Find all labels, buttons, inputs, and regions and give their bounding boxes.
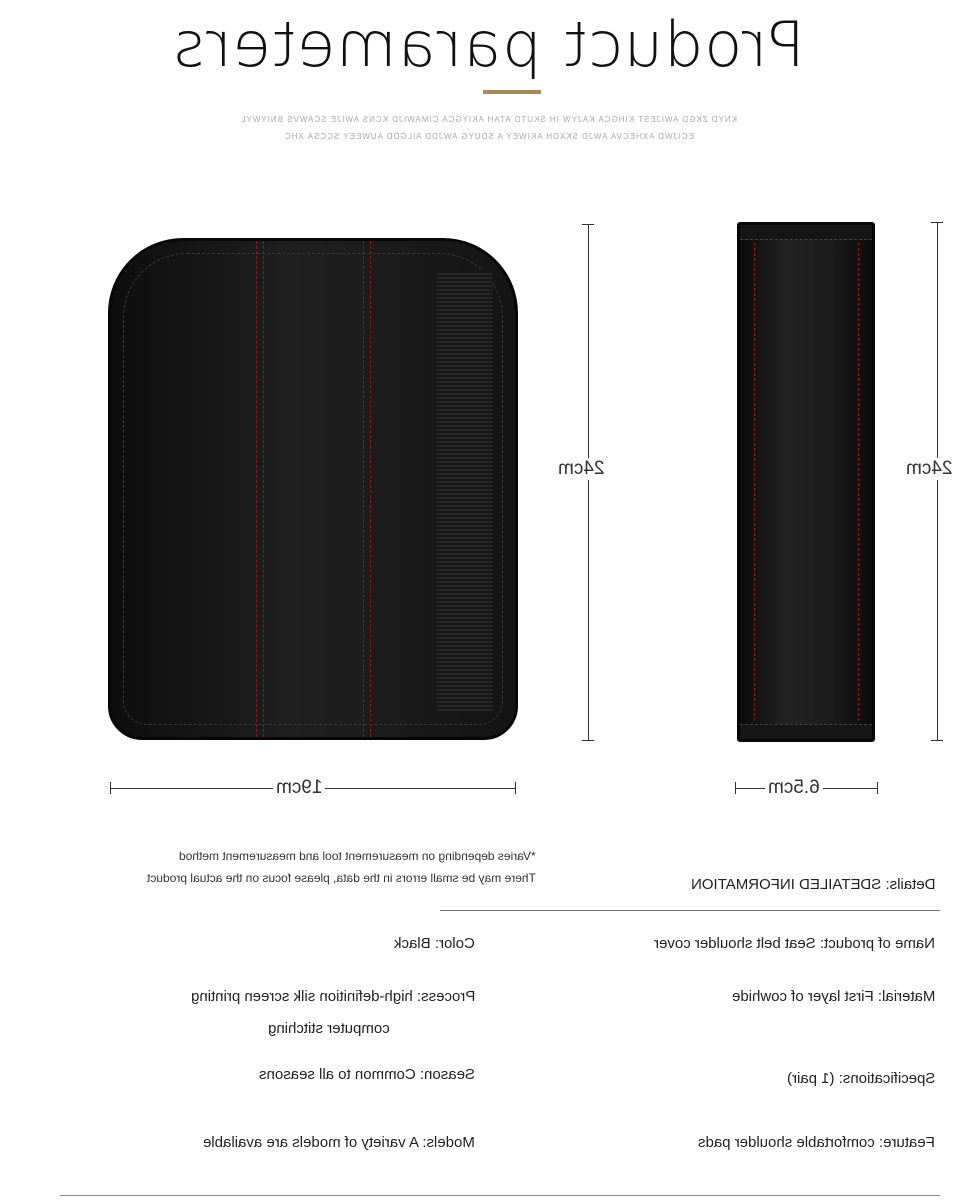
detail-models: Models: A variety of models are available	[203, 1134, 475, 1151]
fine-print-line-1: KNYD ZKGD AWIJEST KIHGCA KAJYW IH SKUTD ATAH AKIYGCA CIMAWIJD KCNS AWIJE SCAWVS BNIYWYL	[240, 115, 737, 124]
measurement-note	[147, 845, 536, 889]
bottom-divider	[60, 1195, 940, 1196]
detail-season: Season: Common to all seasons	[259, 1066, 475, 1083]
note-line-1: *Varies depending on measurement tool and measurement method	[179, 849, 536, 863]
armrest-pad-image	[108, 238, 518, 740]
page-title	[0, 8, 977, 81]
pad-stitch-line	[370, 241, 371, 737]
note-line-2: There may be small errors in the data, please focus on the actual product	[147, 871, 536, 885]
dimension-tick	[515, 782, 516, 794]
strap-height-dimension-line	[937, 222, 938, 740]
strap-bottom-band	[740, 724, 872, 739]
pad-height-dimension-line	[588, 224, 589, 740]
dimension-tick	[877, 782, 878, 794]
dimension-tick	[110, 782, 111, 794]
dimension-tick	[931, 222, 943, 223]
detail-product-name: Name of product: Seat belt shoulder cover	[654, 935, 935, 952]
strap-height-label: 24cm	[903, 458, 955, 480]
dimension-tick	[582, 740, 594, 741]
pad-stitch-line	[263, 241, 264, 737]
detail-process: Process: high-definition silk screen printing	[190, 988, 475, 1005]
fine-print-line-2: ECIJWD AXHECVA AWJD SKXDH AKIWEY A SDUYG AWJDD AILGDD AUWEEY SCCSA XHC	[283, 132, 694, 141]
strap-stitch-line	[858, 243, 859, 721]
detail-material: Material: First layer of cowhide	[731, 988, 935, 1005]
title-accent-rule	[483, 90, 541, 94]
strap-stitch-line	[754, 243, 755, 721]
strap-width-label: 6.5cm	[765, 777, 823, 799]
dimension-tick	[735, 782, 736, 794]
strap-top-band	[740, 225, 872, 240]
detail-process-continued: computer stitching	[268, 1020, 390, 1037]
pad-stitch-line	[256, 241, 257, 737]
details-header: Details: SDETAILED INFORMATION	[690, 876, 935, 893]
details-divider	[440, 910, 940, 911]
dimension-tick	[582, 224, 594, 225]
page-title-text: Product parameters	[172, 8, 805, 81]
pad-velcro-strip	[437, 271, 493, 713]
detail-feature: Feature: comfortable shoulder pads	[698, 1134, 935, 1151]
pad-width-label: 19cm	[273, 777, 325, 799]
pad-height-label: 24cm	[555, 458, 607, 480]
pad-stitch-line	[363, 241, 364, 737]
detail-specifications: Specifications: (1 pair)	[786, 1070, 935, 1087]
shoulder-cover-image	[737, 222, 875, 742]
detail-color: Color: Black	[394, 935, 475, 952]
dimension-tick	[931, 740, 943, 741]
